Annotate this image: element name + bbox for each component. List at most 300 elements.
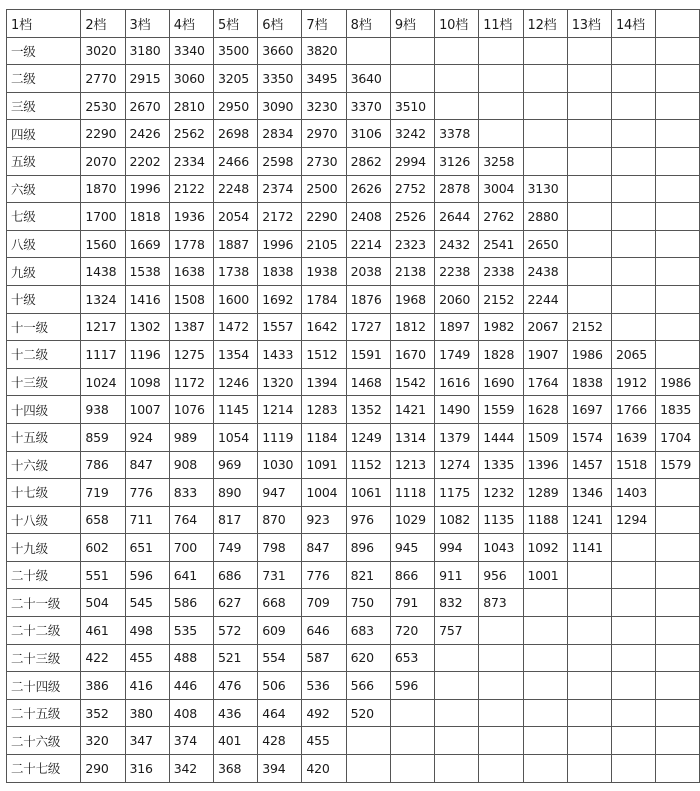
- salary-cell: 1512: [302, 341, 346, 369]
- salary-cell: 1876: [346, 285, 390, 313]
- salary-cell: 3180: [125, 37, 169, 65]
- table-row: [7, 175, 700, 203]
- salary-cell: 3230: [302, 92, 346, 120]
- salary-cell: [611, 230, 655, 258]
- salary-cell: 1024: [81, 368, 125, 396]
- salary-cell: 1642: [302, 313, 346, 341]
- salary-cell: [656, 285, 700, 313]
- salary-cell: [479, 65, 523, 93]
- grade-label-cell: 十三级: [7, 368, 81, 396]
- salary-cell: 1172: [169, 368, 213, 396]
- grade-label-cell: 一级: [7, 37, 81, 65]
- salary-cell: [656, 203, 700, 231]
- salary-cell: 2880: [523, 203, 567, 231]
- salary-cell: 347: [125, 727, 169, 755]
- salary-cell: 1838: [258, 258, 302, 286]
- salary-cell: 2122: [169, 175, 213, 203]
- salary-cell: [656, 120, 700, 148]
- salary-cell: 1749: [435, 341, 479, 369]
- salary-cell: 686: [213, 561, 257, 589]
- grade-label-cell: 二十级: [7, 561, 81, 589]
- salary-cell: 1145: [213, 396, 257, 424]
- salary-cell: 1812: [390, 313, 434, 341]
- salary-cell: 1508: [169, 285, 213, 313]
- header-cell: 14档: [611, 10, 655, 38]
- salary-cell: [435, 644, 479, 672]
- table-row: [7, 313, 700, 341]
- salary-cell: 1727: [346, 313, 390, 341]
- salary-cell: [656, 479, 700, 507]
- salary-cell: 290: [81, 755, 125, 783]
- grade-label-cell: 十八级: [7, 506, 81, 534]
- salary-cell: 1007: [125, 396, 169, 424]
- salary-cell: 551: [81, 561, 125, 589]
- table-row: [7, 561, 700, 589]
- salary-cell: 1669: [125, 230, 169, 258]
- table-row: [7, 534, 700, 562]
- salary-cell: 1030: [258, 451, 302, 479]
- table-row: [7, 120, 700, 148]
- salary-cell: [479, 92, 523, 120]
- salary-cell: 1241: [567, 506, 611, 534]
- salary-cell: [656, 37, 700, 65]
- salary-cell: 1907: [523, 341, 567, 369]
- salary-cell: 1518: [611, 451, 655, 479]
- salary-cell: 2248: [213, 175, 257, 203]
- header-cell: 10档: [435, 10, 479, 38]
- salary-cell: [567, 258, 611, 286]
- salary-cell: 498: [125, 617, 169, 645]
- salary-cell: 2290: [81, 120, 125, 148]
- salary-cell: 3340: [169, 37, 213, 65]
- salary-cell: 1246: [213, 368, 257, 396]
- salary-cell: 627: [213, 589, 257, 617]
- salary-cell: [523, 699, 567, 727]
- salary-cell: 1438: [81, 258, 125, 286]
- salary-cell: [567, 699, 611, 727]
- salary-cell: 2323: [390, 230, 434, 258]
- salary-cell: [656, 92, 700, 120]
- salary-cell: 833: [169, 479, 213, 507]
- salary-cell: [435, 727, 479, 755]
- salary-table-container: [6, 9, 700, 783]
- salary-cell: 2290: [302, 203, 346, 231]
- table-row: [7, 617, 700, 645]
- salary-cell: 3820: [302, 37, 346, 65]
- salary-cell: [611, 92, 655, 120]
- salary-cell: 1838: [567, 368, 611, 396]
- salary-cell: [435, 37, 479, 65]
- salary-cell: 923: [302, 506, 346, 534]
- salary-cell: 1091: [302, 451, 346, 479]
- salary-cell: [523, 672, 567, 700]
- salary-cell: 1468: [346, 368, 390, 396]
- salary-cell: [523, 644, 567, 672]
- salary-cell: 1346: [567, 479, 611, 507]
- salary-cell: 609: [258, 617, 302, 645]
- salary-cell: [656, 617, 700, 645]
- salary-cell: 520: [346, 699, 390, 727]
- salary-cell: 956: [479, 561, 523, 589]
- salary-cell: 1574: [567, 423, 611, 451]
- salary-cell: 1986: [567, 341, 611, 369]
- salary-cell: 1938: [302, 258, 346, 286]
- salary-cell: 461: [81, 617, 125, 645]
- salary-cell: 651: [125, 534, 169, 562]
- salary-cell: 1986: [656, 368, 700, 396]
- salary-cell: 554: [258, 644, 302, 672]
- salary-cell: [523, 755, 567, 783]
- salary-cell: [479, 120, 523, 148]
- salary-cell: 1887: [213, 230, 257, 258]
- salary-cell: 2067: [523, 313, 567, 341]
- salary-cell: 1184: [302, 423, 346, 451]
- header-cell: 8档: [346, 10, 390, 38]
- salary-cell: 1421: [390, 396, 434, 424]
- salary-cell: 536: [302, 672, 346, 700]
- salary-cell: 416: [125, 672, 169, 700]
- salary-cell: 2862: [346, 147, 390, 175]
- salary-cell: 422: [81, 644, 125, 672]
- salary-cell: [656, 147, 700, 175]
- salary-cell: 3510: [390, 92, 434, 120]
- salary-cell: 945: [390, 534, 434, 562]
- header-cell: 4档: [169, 10, 213, 38]
- salary-cell: 709: [302, 589, 346, 617]
- header-cell: [656, 10, 700, 38]
- salary-cell: 3106: [346, 120, 390, 148]
- salary-cell: 683: [346, 617, 390, 645]
- salary-cell: 2244: [523, 285, 567, 313]
- table-row: [7, 644, 700, 672]
- salary-cell: [567, 120, 611, 148]
- salary-cell: 1559: [479, 396, 523, 424]
- salary-cell: 994: [435, 534, 479, 562]
- salary-cell: 1379: [435, 423, 479, 451]
- header-cell: 11档: [479, 10, 523, 38]
- salary-cell: 2466: [213, 147, 257, 175]
- salary-cell: 1700: [81, 203, 125, 231]
- salary-cell: [656, 755, 700, 783]
- salary-cell: 1870: [81, 175, 125, 203]
- table-row: [7, 699, 700, 727]
- salary-cell: [656, 230, 700, 258]
- salary-cell: 1538: [125, 258, 169, 286]
- salary-cell: 653: [390, 644, 434, 672]
- salary-cell: [656, 341, 700, 369]
- salary-cell: 446: [169, 672, 213, 700]
- salary-cell: 2526: [390, 203, 434, 231]
- salary-cell: 342: [169, 755, 213, 783]
- salary-cell: 989: [169, 423, 213, 451]
- salary-cell: 776: [302, 561, 346, 589]
- salary-cell: 1579: [656, 451, 700, 479]
- salary-cell: 1061: [346, 479, 390, 507]
- salary-cell: 2730: [302, 147, 346, 175]
- salary-cell: 908: [169, 451, 213, 479]
- salary-cell: [611, 727, 655, 755]
- salary-cell: 1784: [302, 285, 346, 313]
- salary-cell: [523, 147, 567, 175]
- header-cell: 3档: [125, 10, 169, 38]
- salary-cell: 786: [81, 451, 125, 479]
- salary-cell: 2834: [258, 120, 302, 148]
- grade-label-cell: 四级: [7, 120, 81, 148]
- salary-cell: 521: [213, 644, 257, 672]
- salary-cell: 586: [169, 589, 213, 617]
- salary-cell: 380: [125, 699, 169, 727]
- salary-cell: 1001: [523, 561, 567, 589]
- salary-cell: 2698: [213, 120, 257, 148]
- salary-cell: [567, 65, 611, 93]
- salary-cell: 1135: [479, 506, 523, 534]
- salary-cell: 1335: [479, 451, 523, 479]
- salary-cell: 1274: [435, 451, 479, 479]
- salary-cell: 668: [258, 589, 302, 617]
- salary-cell: 1217: [81, 313, 125, 341]
- table-row: [7, 423, 700, 451]
- salary-cell: 3370: [346, 92, 390, 120]
- salary-cell: 1444: [479, 423, 523, 451]
- salary-cell: 535: [169, 617, 213, 645]
- table-row: [7, 451, 700, 479]
- salary-cell: [567, 230, 611, 258]
- salary-cell: [567, 175, 611, 203]
- grade-label-cell: 十九级: [7, 534, 81, 562]
- salary-cell: 711: [125, 506, 169, 534]
- salary-cell: 1283: [302, 396, 346, 424]
- salary-cell: 1457: [567, 451, 611, 479]
- salary-cell: 2438: [523, 258, 567, 286]
- salary-cell: 1968: [390, 285, 434, 313]
- salary-cell: [611, 589, 655, 617]
- salary-cell: 2994: [390, 147, 434, 175]
- grade-label-cell: 二十一级: [7, 589, 81, 617]
- salary-cell: 1196: [125, 341, 169, 369]
- salary-cell: 2752: [390, 175, 434, 203]
- salary-cell: 1996: [125, 175, 169, 203]
- salary-cell: 1394: [302, 368, 346, 396]
- salary-cell: 2626: [346, 175, 390, 203]
- salary-cell: 1600: [213, 285, 257, 313]
- salary-cell: 1119: [258, 423, 302, 451]
- salary-cell: 3205: [213, 65, 257, 93]
- salary-cell: 641: [169, 561, 213, 589]
- salary-cell: 2138: [390, 258, 434, 286]
- grade-label-cell: 三级: [7, 92, 81, 120]
- salary-cell: [390, 755, 434, 783]
- salary-cell: 2172: [258, 203, 302, 231]
- salary-cell: 320: [81, 727, 125, 755]
- salary-cell: 3350: [258, 65, 302, 93]
- salary-cell: [390, 699, 434, 727]
- salary-cell: 1560: [81, 230, 125, 258]
- salary-cell: 764: [169, 506, 213, 534]
- salary-cell: [479, 699, 523, 727]
- salary-cell: 911: [435, 561, 479, 589]
- salary-cell: 731: [258, 561, 302, 589]
- salary-cell: 1818: [125, 203, 169, 231]
- salary-cell: 1117: [81, 341, 125, 369]
- salary-cell: 1354: [213, 341, 257, 369]
- salary-cell: [479, 727, 523, 755]
- salary-cell: [435, 672, 479, 700]
- salary-cell: [611, 175, 655, 203]
- salary-cell: 596: [390, 672, 434, 700]
- salary-cell: [567, 589, 611, 617]
- salary-cell: 749: [213, 534, 257, 562]
- salary-cell: [611, 755, 655, 783]
- salary-cell: 394: [258, 755, 302, 783]
- grade-label-cell: 二十二级: [7, 617, 81, 645]
- salary-cell: 1557: [258, 313, 302, 341]
- salary-cell: 2598: [258, 147, 302, 175]
- salary-cell: 2644: [435, 203, 479, 231]
- salary-cell: 1509: [523, 423, 567, 451]
- salary-cell: 566: [346, 672, 390, 700]
- grade-label-cell: 七级: [7, 203, 81, 231]
- salary-cell: 3500: [213, 37, 257, 65]
- salary-cell: 620: [346, 644, 390, 672]
- header-cell: 9档: [390, 10, 434, 38]
- salary-cell: 1232: [479, 479, 523, 507]
- salary-cell: [656, 644, 700, 672]
- table-row: [7, 506, 700, 534]
- grade-label-cell: 十二级: [7, 341, 81, 369]
- salary-cell: [479, 644, 523, 672]
- salary-cell: 1076: [169, 396, 213, 424]
- salary-cell: 2432: [435, 230, 479, 258]
- salary-cell: 1996: [258, 230, 302, 258]
- salary-cell: 596: [125, 561, 169, 589]
- grade-label-cell: 十四级: [7, 396, 81, 424]
- salary-cell: 3060: [169, 65, 213, 93]
- salary-cell: [390, 37, 434, 65]
- salary-cell: [346, 755, 390, 783]
- salary-cell: 750: [346, 589, 390, 617]
- salary-cell: 873: [479, 589, 523, 617]
- salary-cell: 866: [390, 561, 434, 589]
- salary-cell: 1213: [390, 451, 434, 479]
- salary-cell: 821: [346, 561, 390, 589]
- salary-cell: 3660: [258, 37, 302, 65]
- table-row: [7, 258, 700, 286]
- salary-cell: [656, 313, 700, 341]
- salary-cell: [523, 727, 567, 755]
- salary-cell: [567, 644, 611, 672]
- grade-label-cell: 十一级: [7, 313, 81, 341]
- salary-cell: 3090: [258, 92, 302, 120]
- salary-cell: [611, 203, 655, 231]
- salary-cell: 2970: [302, 120, 346, 148]
- salary-cell: 1591: [346, 341, 390, 369]
- salary-cell: 890: [213, 479, 257, 507]
- salary-cell: [611, 644, 655, 672]
- salary-cell: 492: [302, 699, 346, 727]
- salary-cell: 1118: [390, 479, 434, 507]
- salary-cell: 1320: [258, 368, 302, 396]
- salary-cell: [611, 65, 655, 93]
- salary-cell: 2374: [258, 175, 302, 203]
- salary-cell: [479, 617, 523, 645]
- salary-cell: [435, 755, 479, 783]
- salary-cell: 428: [258, 727, 302, 755]
- salary-cell: [567, 37, 611, 65]
- salary-cell: 2105: [302, 230, 346, 258]
- salary-cell: 1289: [523, 479, 567, 507]
- salary-cell: 658: [81, 506, 125, 534]
- salary-cell: [435, 65, 479, 93]
- salary-cell: 368: [213, 755, 257, 783]
- grade-label-cell: 八级: [7, 230, 81, 258]
- salary-cell: [523, 92, 567, 120]
- salary-cell: 1188: [523, 506, 567, 534]
- salary-cell: 1764: [523, 368, 567, 396]
- salary-cell: 455: [125, 644, 169, 672]
- salary-cell: [611, 37, 655, 65]
- salary-cell: [656, 258, 700, 286]
- header-cell: 6档: [258, 10, 302, 38]
- salary-cell: 1416: [125, 285, 169, 313]
- salary-cell: 2500: [302, 175, 346, 203]
- salary-cell: 3126: [435, 147, 479, 175]
- salary-cell: 1387: [169, 313, 213, 341]
- salary-cell: 436: [213, 699, 257, 727]
- salary-cell: 1639: [611, 423, 655, 451]
- salary-cell: [567, 727, 611, 755]
- salary-cell: 3378: [435, 120, 479, 148]
- salary-cell: 455: [302, 727, 346, 755]
- salary-cell: [567, 92, 611, 120]
- salary-cell: [611, 258, 655, 286]
- salary-cell: 506: [258, 672, 302, 700]
- salary-cell: 1690: [479, 368, 523, 396]
- salary-cell: 1152: [346, 451, 390, 479]
- salary-cell: 2152: [567, 313, 611, 341]
- salary-cell: 1214: [258, 396, 302, 424]
- salary-cell: 2038: [346, 258, 390, 286]
- salary-cell: 1314: [390, 423, 434, 451]
- salary-cell: [567, 147, 611, 175]
- salary-cell: [656, 175, 700, 203]
- salary-cell: [611, 147, 655, 175]
- grade-label-cell: 九级: [7, 258, 81, 286]
- salary-cell: [567, 561, 611, 589]
- salary-cell: 2408: [346, 203, 390, 231]
- salary-cell: 1778: [169, 230, 213, 258]
- salary-cell: [435, 92, 479, 120]
- salary-cell: 2334: [169, 147, 213, 175]
- salary-cell: [523, 617, 567, 645]
- salary-cell: 3004: [479, 175, 523, 203]
- salary-cell: 896: [346, 534, 390, 562]
- grade-label-cell: 二十四级: [7, 672, 81, 700]
- salary-cell: 2530: [81, 92, 125, 120]
- salary-cell: 2950: [213, 92, 257, 120]
- salary-cell: 408: [169, 699, 213, 727]
- table-row: [7, 203, 700, 231]
- salary-cell: 847: [125, 451, 169, 479]
- salary-cell: 1616: [435, 368, 479, 396]
- salary-cell: 476: [213, 672, 257, 700]
- salary-cell: [611, 313, 655, 341]
- salary-cell: 2238: [435, 258, 479, 286]
- salary-cell: 791: [390, 589, 434, 617]
- salary-cell: 1670: [390, 341, 434, 369]
- salary-cell: 1004: [302, 479, 346, 507]
- salary-cell: 1433: [258, 341, 302, 369]
- salary-cell: 1141: [567, 534, 611, 562]
